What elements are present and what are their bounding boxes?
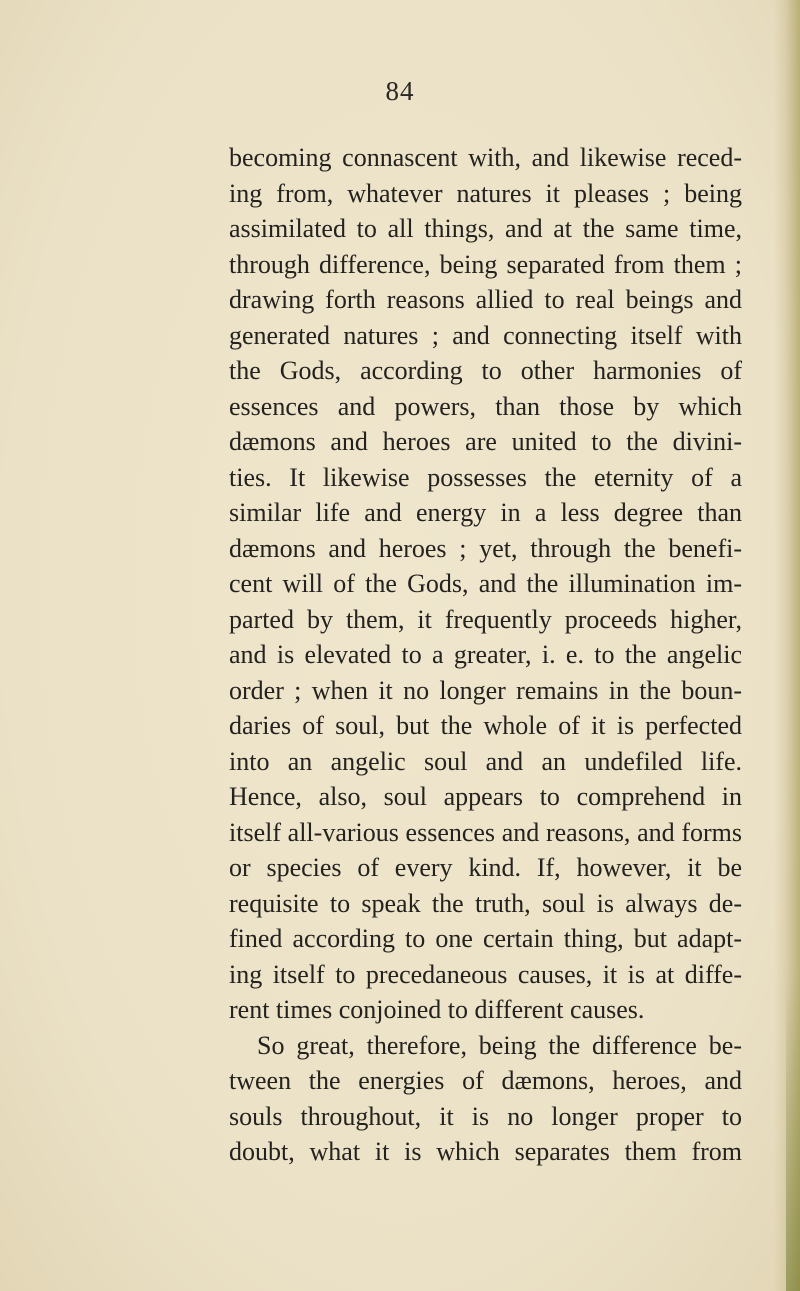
text-line: requisite to speak the truth, soul is always de- [229,888,742,918]
text-line: dæmons and heroes ; yet, through the benefi- [229,533,742,563]
text-line: and is elevated to a greater, i. e. to the angelic [229,640,742,669]
text-line: or species of every kind. If, however, it be [229,853,742,882]
text-line: dæmons and heroes are united to the divini- [229,427,742,456]
text-line: rent times conjoined to different causes. [229,995,645,1024]
text-line: order ; when it no longer remains in the boun- [229,675,742,705]
text-line: into an angelic soul and an undefiled life. [229,746,742,776]
text-line: becoming connascent with, and likewise reced- [229,143,742,172]
text-line: Hence, also, soul appears to comprehend in [229,782,742,811]
body-text [229,140,742,1170]
text-line: through difference, being separated from them ; [229,249,742,279]
text-line: doubt, what it is which separates them from [229,1137,742,1166]
text-line: ing from, whatever natures it pleases ; being [229,178,742,208]
text-line: fined according to one certain thing, but adapt- [229,924,742,953]
text-line: essences and powers, than those by which [229,391,742,421]
text-line: tween the energies of dæmons, heroes, and [229,1066,742,1095]
text-line: itself all-various essences and reasons, and forms [229,817,742,847]
text-line: generated natures ; and connecting itself with [229,320,742,350]
text-line: souls throughout, it is no longer proper to [229,1101,742,1131]
text-line: assimilated to all things, and at the same time, [229,214,742,243]
text-line: ing itself to precedaneous causes, it is at diffe- [229,959,742,989]
page-edge-stain [786,980,800,1291]
text-line: cent will of the Gods, and the illumination im- [229,569,742,598]
text-line: ties. It likewise possesses the eternity of a [229,462,742,492]
text-line: daries of soul, but the whole of it is perfected [229,711,742,740]
text-line: So great, therefore, being the difference be- [257,1030,742,1060]
text-line: drawing forth reasons allied to real beings and [229,285,742,314]
page-number: 84 [385,76,415,106]
text-line: parted by them, it frequently proceeds higher, [229,604,742,634]
text-line: the Gods, according to other harmonies of [229,356,742,385]
text-line: similar life and energy in a less degree than [229,498,742,527]
